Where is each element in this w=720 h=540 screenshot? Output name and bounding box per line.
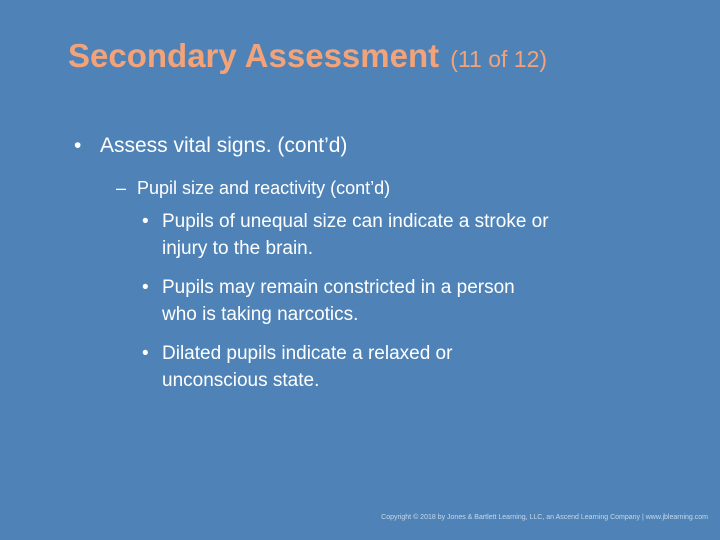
bullet-text: Pupil size and reactivity (cont’d) <box>137 178 391 198</box>
copyright-footer: Copyright © 2018 by Jones & Bartlett Learning, LLC, an Ascend Learning Company | www.jblearning.com <box>381 514 708 521</box>
slide-title-main: Secondary Assessment <box>68 37 440 74</box>
bullet-text <box>162 340 682 394</box>
slide-title-suffix: (11 of 12) <box>450 46 548 72</box>
bullet-text <box>162 208 682 262</box>
bullet-text: Assess vital signs. (cont’d) <box>100 134 348 157</box>
bullet-marker: • <box>74 134 82 157</box>
bullet-marker: • <box>142 343 149 364</box>
bullet-marker: • <box>142 211 149 232</box>
bullet-text <box>162 274 682 328</box>
dash-marker: – <box>116 178 127 198</box>
bullet-text-line: unconscious state. <box>162 370 320 391</box>
bullet-text-line: Pupils may remain constricted in a person <box>162 277 515 298</box>
bullet-text-line: Dilated pupils indicate a relaxed or <box>162 343 453 364</box>
bullet-marker: • <box>142 277 149 298</box>
bullet-text-line: who is taking narcotics. <box>162 304 359 325</box>
slide-title <box>68 34 547 81</box>
bullet-text-line: Pupils of unequal size can indicate a stroke or <box>162 211 549 232</box>
bullet-text-line: injury to the brain. <box>162 238 314 259</box>
